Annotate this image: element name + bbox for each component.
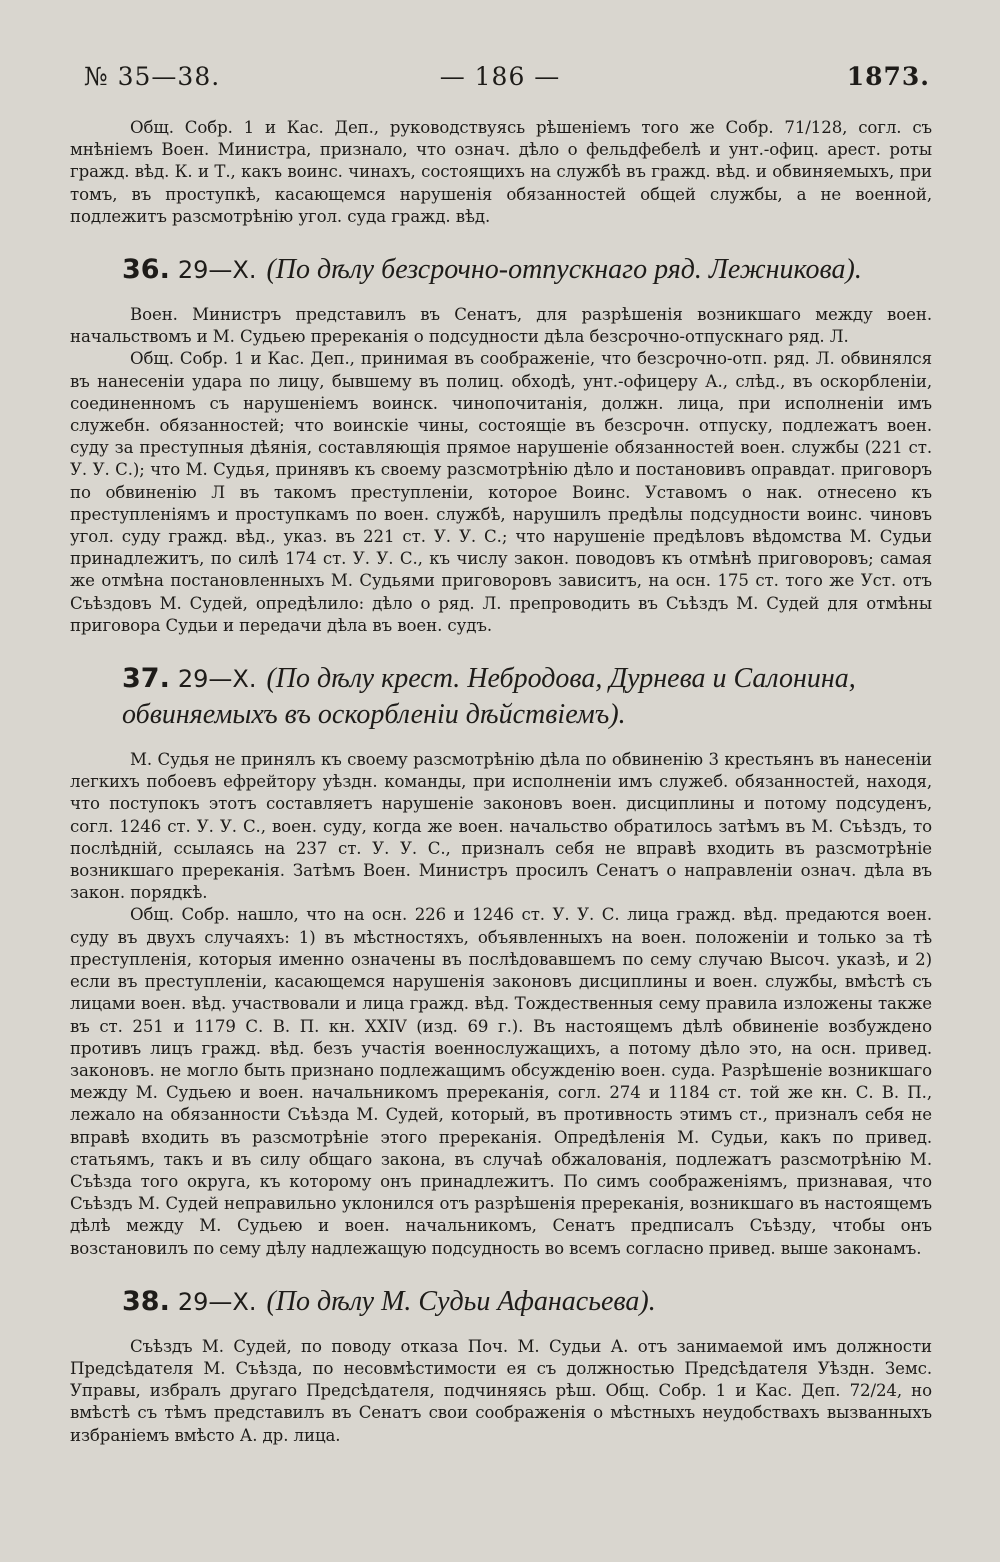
- section-heading-36: [70, 252, 932, 288]
- section-heading-37: [70, 661, 932, 733]
- intro-paragraph: Общ. Собр. 1 и Кас. Деп., руководствуясь рѣшеніемъ того же Собр. 71/128, согл. съ мнѣніемъ Воен. Министра, признало, что означ. дѣло о фельдфебелѣ и унт.-офиц. арест. роты гражд. вѣд. К. и Т., какъ воинс. чинахъ, состоящихъ на службѣ въ гражд. вѣд. и обвиняемыхъ, при томъ, въ проступкѣ, касающемся нарушенія обязанностей общей службы, а не военной, подлежитъ разсмотрѣнію угол. суда гражд. вѣд.: [70, 118, 932, 226]
- section-number: 38.: [122, 1285, 170, 1317]
- section-37-paragraph-2: Общ. Собр. нашло, что на осн. 226 и 1246 ст. У. У. С. лица гражд. вѣд. предаются воен. суду въ двухъ случаяхъ: 1) въ мѣстностяхъ, объявленныхъ на воен. положеніи и только за тѣ преступленія, которыя именно означены въ послѣдовавшемъ по сему случаю Высоч. указѣ, и 2) если въ преступленіи, касающемся нарушенія законовъ дисциплины и воен. службы, вмѣстѣ съ лицами воен. вѣд. участвовали и лица гражд. вѣд. Тождественныя сему правила изложены также въ ст. 251 и 1179 С. В. П. кн. XXIV (изд. 69 г.). Въ настоящемъ дѣлѣ обвиненіе возбуждено противъ лицъ гражд. вѣд. безъ участія военнослужащихъ, а потому дѣло это, на осн. привед. законовъ. не могло быть признано подлежащимъ обсужденію воен. суда. Разрѣшеніе возникшаго между М. Судьею и воен. начальникомъ пререканія, согл. 274 и 1184 ст. той же кн. С. В. П., лежало на обязанности Съѣзда М. Судей, который, въ противность этимъ ст., призналъ себя не вправѣ входить въ разсмотрѣніе этого пререканія. Опредѣленія М. Судьи, какъ по привед. статьямъ, такъ и въ силу общаго закона, въ случаѣ обжалованія, подлежатъ разсмотрѣнію М. Съѣзда того округа, къ которому онъ принадлежитъ. По симъ соображеніямъ, признавая, что Съѣздъ М. Судей неправильно уклонился отъ разрѣшенія пререканія, возникшаго въ настоящемъ дѣлѣ между М. Судьею и воен. начальникомъ, Сенатъ предписалъ Съѣзду, чтобы онъ возстановилъ по сему дѣлу надлежащую подсудность во всемъ согласно привед. выше законамъ.: [70, 905, 932, 1258]
- section-date: 29—X.: [177, 1287, 257, 1316]
- section-date: 29—X.: [177, 256, 257, 285]
- page-header: [0, 62, 1000, 102]
- section-number: 36.: [122, 254, 170, 286]
- section-37-paragraph-1: М. Судья не принялъ къ своему разсмотрѣнію дѣла по обвиненію 3 крестьянъ въ нанесеніи легкихъ побоевъ ефрейтору уѣздн. команды, при исполненіи имъ служеб. обязанностей, находя, что поступокъ этотъ составляетъ нарушеніе законовъ воен. дисциплины и потому подсуденъ, согл. 1246 ст. У. У. С., воен. суду, когда же воен. начальство обратилось затѣмъ въ М. Съѣздъ, то послѣдній, ссылаясь на 237 ст. У. У. С., призналъ себя не вправѣ входить въ разсмотрѣніе возникшаго пререканія. Затѣмъ Воен. Министръ просилъ Сенатъ о направленіи означ. дѣла въ закон. порядкѣ.: [70, 750, 932, 903]
- section-heading-38: [70, 1284, 932, 1320]
- section-title: (По дѣлу крест. Небродова, Дурнева и Салонина, обвиняемыхъ въ оскорбленіи дѣйствіемъ).: [122, 663, 856, 731]
- section-title: (По дѣлу безсрочно-отпускнаго ряд. Лежникова).: [266, 254, 862, 286]
- section-title: (По дѣлу М. Судьи Афанасьева).: [266, 1285, 656, 1317]
- section-date: 29—X.: [177, 665, 257, 694]
- page-number: — 186 —: [439, 62, 561, 91]
- year: 1873.: [846, 62, 930, 91]
- entry-range: № 35—38.: [84, 62, 221, 91]
- section-36-paragraph-1: Воен. Министръ представилъ въ Сенатъ, для разрѣшенія возникшаго между воен. начальствомъ и М. Судьею пререканія о подсудности дѣла безсрочно-отпускнаго ряд. Л.: [70, 305, 932, 347]
- section-38-paragraph-1: Съѣздъ М. Судей, по поводу отказа Поч. М. Судьи А. отъ занимаемой имъ должности Предсѣдателя М. Съѣзда, по несовмѣстимости ея съ должностью Предсѣдателя Уѣздн. Земс. Управы, избралъ другаго Предсѣдателя, подчиняясь рѣш. Общ. Собр. 1 и Кас. Деп. 72/24, но вмѣстѣ съ тѣмъ представилъ въ Сенатъ свои соображенія о мѣстныхъ неудобствахъ вызванныхъ избраніемъ вмѣсто А. др. лица.: [70, 1336, 932, 1445]
- section-number: 37.: [122, 663, 170, 695]
- page-body: [70, 117, 932, 1447]
- section-36-paragraph-2: Общ. Собр. 1 и Кас. Деп., принимая въ соображеніе, что безсрочно-отп. ряд. Л. обвинялся въ нанесеніи удара по лицу, бывшему въ полиц. обходѣ, унт.-офицеру А., слѣд., въ оскорбленіи, соединенномъ съ нарушеніемъ воинск. чинопочитанія, должн. лица, при исполненіи имъ служебн. обязанностей; что воинскіе чины, состоящіе въ безсрочн. отпуску, подлежатъ воен. суду за преступныя дѣянія, составляющія прямое нарушеніе обязанностей воен. службы (221 ст. У. У. С.); что М. Судья, принявъ къ своему разсмотрѣнію дѣло и постановивъ оправдат. приговоръ по обвиненію Л въ такомъ преступленіи, которое Воинс. Уставомъ о нак. отнесено къ преступленіямъ и проступкамъ по воен. службѣ, нарушилъ предѣлы подсудности воинс. чиновъ угол. суду гражд. вѣд., указ. въ 221 ст. У. У. С.; что нарушеніе предѣловъ вѣдомства М. Судьи принадлежитъ, по силѣ 174 ст. У. У. С., къ числу закон. поводовъ къ отмѣнѣ приговоровъ; самая же отмѣна постановленныхъ М. Судьями приговоровъ зависитъ, на осн. 175 ст. того же Уст. отъ Съѣздовъ М. Судей, опредѣлило: дѣло о ряд. Л. препроводить въ Съѣздъ М. Судей для отмѣны приговора Судьи и передачи дѣла въ воен. судъ.: [70, 349, 932, 635]
